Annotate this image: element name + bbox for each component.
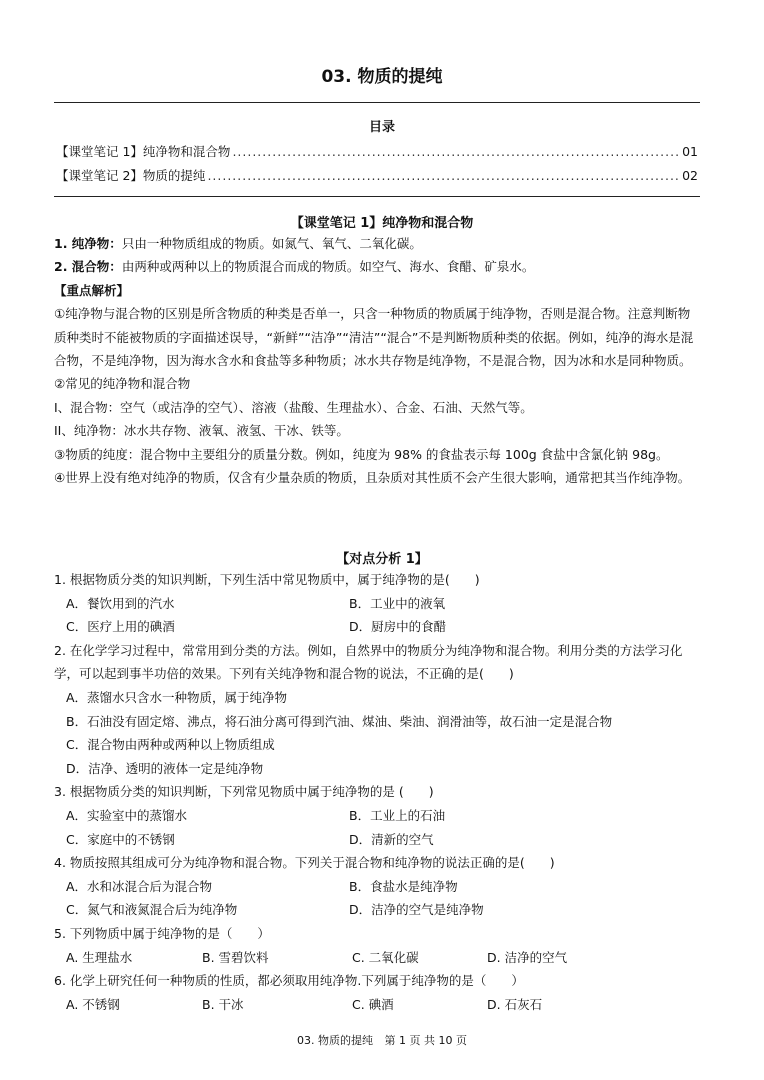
toc-leader-dots — [207, 168, 680, 183]
question-stem: 4. 物质按照其组成可分为纯净物和混合物。下列关于混合物和纯净物的说法正确的是( ) — [54, 855, 555, 871]
question-options — [54, 993, 702, 1017]
question-options — [54, 686, 702, 780]
toc-entry-label: 【课堂笔记 2】物质的提纯 — [56, 168, 206, 183]
toc-heading: 目录 — [368, 120, 395, 135]
option[interactable]: B. 干冰 — [202, 996, 244, 1012]
definition-term: 1. 纯净物： — [54, 236, 122, 251]
footer-page-number: 第 1 页 共 10 页 — [384, 1034, 467, 1047]
toc-entry[interactable] — [56, 166, 698, 184]
question-options — [54, 875, 702, 922]
definition-text: 只由一种物质组成的物质。如氮气、氧气、二氧化碳。 — [121, 236, 422, 251]
note1-heading: 【课堂笔记 1】纯净物和混合物 — [290, 216, 474, 231]
option[interactable]: A. 不锈钢 — [66, 996, 120, 1012]
option[interactable]: D．清新的空气 — [349, 831, 434, 847]
toc-bottom-divider — [54, 196, 700, 197]
analysis-heading: 【重点解析】 — [54, 282, 130, 298]
option[interactable]: C．医疗上用的碘酒 — [66, 619, 175, 635]
definition-mixture — [54, 255, 702, 278]
option[interactable]: A．餐饮用到的汽水 — [66, 595, 175, 611]
definition-text: 由两种或两种以上的物质混合而成的物质。如空气、海水、食醋、矿泉水。 — [121, 259, 535, 275]
note1-body — [54, 232, 702, 489]
option[interactable]: B. 雪碧饮料 — [202, 949, 269, 965]
toc-entry[interactable] — [56, 142, 698, 160]
analysis-paragraph: ④世界上没有绝对纯净的物质，仅含有少量杂质的物质，且杂质对其性质不会产生很大影响，通常把其当作纯净物。 — [54, 470, 691, 486]
option[interactable]: C．家庭中的不锈钢 — [66, 831, 175, 847]
footer-doc-title: 03. 物质的提纯 — [297, 1034, 373, 1047]
question-stem: 5. 下列物质中属于纯净物的是（ ） — [54, 925, 270, 941]
option[interactable]: D．洁净、透明的液体一定是纯净物 — [66, 760, 264, 776]
question-options — [54, 592, 702, 639]
option[interactable]: D. 石灰石 — [487, 996, 543, 1012]
definition-pure — [54, 232, 702, 255]
question-options — [54, 804, 702, 851]
question-list — [54, 568, 702, 1016]
top-divider — [54, 102, 700, 103]
option[interactable]: A．实验室中的蒸馏水 — [66, 807, 188, 823]
option[interactable]: B．工业中的液氧 — [349, 595, 446, 611]
page-footer — [0, 1032, 764, 1048]
option[interactable]: C. 碘酒 — [352, 996, 394, 1012]
option[interactable]: C．氮气和液氮混合后为纯净物 — [66, 902, 238, 918]
option[interactable]: B．食盐水是纯净物 — [349, 878, 458, 894]
page-title: 03. 物质的提纯 — [321, 67, 443, 87]
question-stem: 3. 根据物质分类的知识判断，下列常见物质中属于纯净物的是 ( ) — [54, 784, 434, 800]
toc-entry-page: 02 — [682, 168, 698, 183]
toc-entry-page: 01 — [682, 144, 698, 159]
option[interactable]: D．厨房中的食醋 — [349, 619, 447, 635]
question-stem: 6. 化学上研究任何一种物质的性质，都必须取用纯净物.下列属于纯净物的是（ ） — [54, 973, 524, 989]
option[interactable]: B．工业上的石油 — [349, 807, 446, 823]
option[interactable]: A. 生理盐水 — [66, 949, 133, 965]
question-stem: 1. 根据物质分类的知识判断，下列生活中常见物质中，属于纯净物的是( ) — [54, 572, 480, 587]
analysis-paragraph: ③物质的纯度：混合物中主要组分的质量分数。例如，纯度为 98% 的食盐表示每 100g 食盐中含氯化钠 98g。 — [54, 446, 669, 462]
definition-term: 2. 混合物： — [54, 259, 122, 275]
question-stem: 2. 在化学学习过程中，常常用到分类的方法。例如，自然界中的物质分为纯净物和混合物。利用分类的方法学习化学，可以起到事半功倍的效果。下列有关纯净物和混合物的说法，不正确的是( ) — [54, 642, 683, 682]
toc-leader-dots — [232, 144, 680, 159]
analysis-paragraph: ②常见的纯净物和混合物 — [54, 376, 191, 392]
option[interactable]: C．混合物由两种或两种以上物质组成 — [66, 737, 275, 753]
option[interactable]: A．水和冰混合后为混合物 — [66, 878, 213, 894]
option[interactable]: D．洁净的空气是纯净物 — [349, 902, 484, 918]
option[interactable]: B．石油没有固定熔、沸点，将石油分离可得到汽油、煤油、柴油、润滑油等，故石油一定是混合物 — [66, 713, 613, 729]
analysis-paragraph: II、纯净物：冰水共存物、液氧、液氢、干冰、铁等。 — [54, 423, 349, 439]
option[interactable]: A．蒸馏水只含水一种物质，属于纯净物 — [66, 689, 288, 705]
analysis1-heading: 【对点分析 1】 — [336, 552, 428, 567]
analysis-paragraph: ①纯净物与混合物的区别是所含物质的种类是否单一，只含一种物质的物质属于纯净物，否则是混合物。注意判断物质种类时不能被物质的字面描述误导，“新鲜”“洁净”“清洁”“混合”不是判断物质种类的依据。例如，纯净的海水是混合物，不是纯净物，因为海水含水和食盐等多种物质；冰水共存物是纯净物，不是混合物，因为冰和水是同种物质。 — [54, 306, 694, 369]
option[interactable]: D. 洁净的空气 — [487, 949, 568, 965]
question-options — [54, 946, 702, 970]
option[interactable]: C. 二氧化碳 — [352, 949, 419, 965]
toc-entry-label: 【课堂笔记 1】纯净物和混合物 — [56, 144, 231, 159]
analysis-paragraph: I、混合物：空气（或洁净的空气）、溶液（盐酸、生理盐水）、合金、石油、天然气等。 — [54, 399, 533, 415]
